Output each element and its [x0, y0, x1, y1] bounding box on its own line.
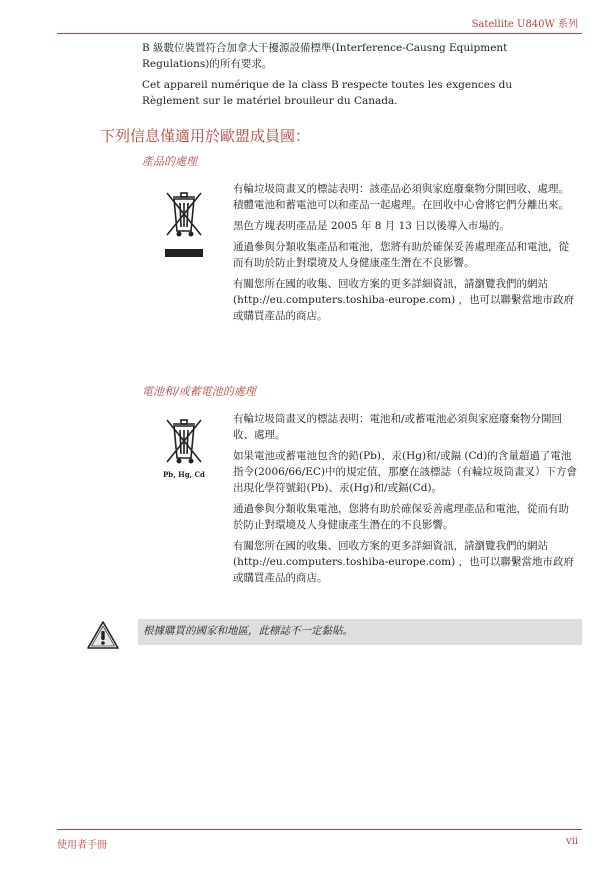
note-box [138, 619, 582, 645]
page-number: vii [565, 836, 578, 847]
battery-paragraph: 有輪垃圾筒畫叉的標誌表明：電池和/或蓄電池必須與家庭廢棄物分開回收、處理。 [233, 413, 563, 441]
battery-chemical-caption: Pb, Hg, Cd [163, 470, 205, 479]
note-text: 根據購買的國家和地區，此標誌不一定黏貼。 [143, 625, 353, 637]
product-paragraph: 黑色方塊表明產品是 2005 年 8 月 13 日以後導入市場的。 [233, 220, 510, 232]
product-paragraph: 有關您所在國的收集、回收方案的更多詳細資訊，請瀏覽我們的網站(http://eu.computers.toshiba-europe.com) ，也可以聯繫當地市政府或購買產品的商店。 [233, 278, 575, 322]
product-paragraph: 通過參與分類收集產品和電池，您將有助於確保妥善處理產品和電池，從而有助於防止對環境及人身健康產生潛在不良影響。 [233, 241, 569, 269]
product-paragraph: 有輪垃圾筒畫叉的標誌表明：該產品必須與家庭廢棄物分開回收、處理。積體電池和蓄電池可以和產品一起處理。在回收中心會將它們分離出來。 [233, 183, 569, 211]
section-heading: 下列信息僅適用於歐盟成員國： [100, 127, 311, 145]
intro-paragraph-french: Cet appareil numérique de la class B respecte toutes les exgences du Règlement sur le matériel brouileur du Canada. [142, 79, 513, 107]
warning-icon [86, 620, 120, 650]
crossed-bin-icon [160, 188, 208, 260]
battery-disposal-text [233, 411, 578, 591]
intro-paragraph-chinese: B 級數位裝置符合加拿大干擾源設備標準(Interference-Causng Equipment Regulations)的所有要求。 [142, 42, 508, 70]
footer-rule [57, 829, 582, 830]
battery-disposal-subheading: 電池和/或蓄電池的處理 [142, 385, 256, 398]
battery-paragraph: 有關您所在國的收集、回收方案的更多詳細資訊，請瀏覽我們的網站(http://eu.computers.toshiba-europe.com) ，也可以聯繫當地市政府或購買產品的商店。 [233, 540, 575, 584]
product-disposal-text [233, 181, 578, 329]
battery-paragraph: 如果電池或蓄電池包含的鉛(Pb)、汞(Hg)和/或鎘 (Cd)的含量超過了電池指令(2006/66/EC)中的規定值，那麼在該標誌（有輪垃圾筒畫叉）下方會出現化學符號鉛(Pb)、汞(Hg)和/或鎘(Cd)。 [233, 450, 578, 494]
product-disposal-subheading: 產品的處理 [142, 155, 197, 168]
header-title: Satellite U840W 系列 [471, 19, 578, 30]
black-bar-mark [165, 249, 203, 257]
crossed-bin-battery-icon [160, 415, 208, 467]
battery-paragraph: 通過參與分類收集電池，您將有助於確保妥善處理產品和電池，從而有助於防止對環境及人身健康產生潛在的不良影響。 [233, 503, 569, 531]
footer-manual-title: 使用者手冊 [57, 840, 107, 851]
header-rule [57, 33, 582, 34]
